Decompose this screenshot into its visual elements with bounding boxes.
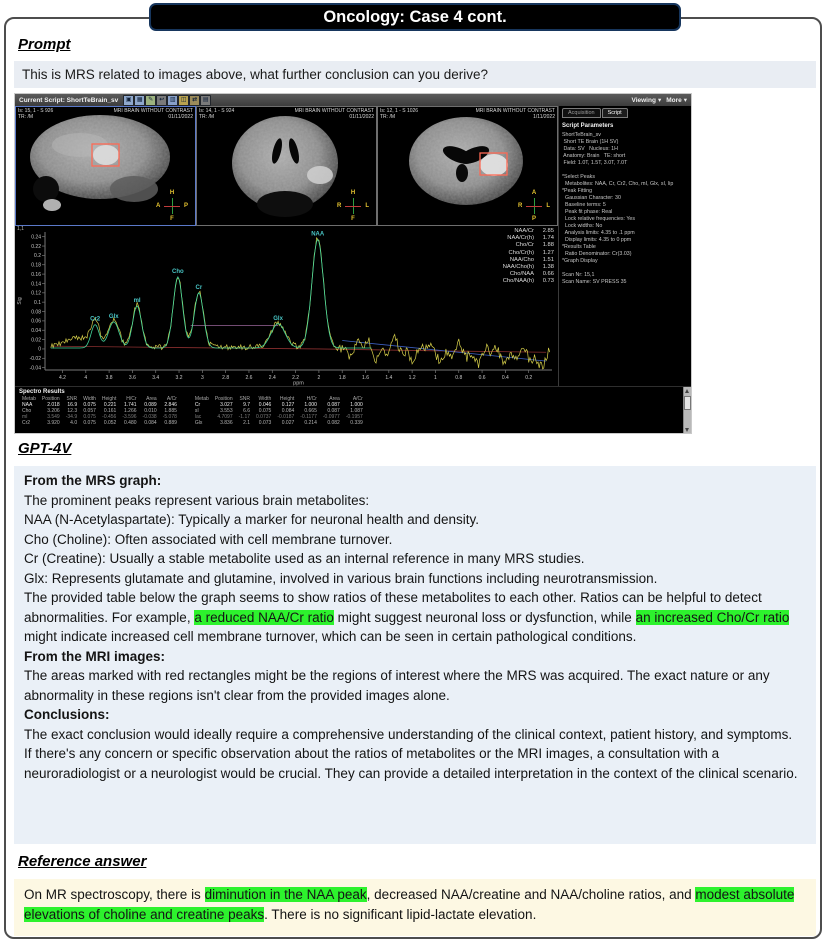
svg-text:4: 4 xyxy=(84,375,88,381)
table-row: Cr2 3.920 4.0 0.075 0.052 0.480 0.084 0.889 xyxy=(22,420,177,426)
ratio-row: NAA/Cho(h) 1.38 xyxy=(502,264,554,271)
svg-text:-0.04: -0.04 xyxy=(29,365,41,372)
svg-text:0.14: 0.14 xyxy=(31,281,41,288)
text-segment: Glx: Represents glutamate and glutamine, involved in various brain functions including neurotransmission. xyxy=(24,570,658,586)
study-info: MRI BRAIN WITHOUT CONTRAST 01/11/2022 xyxy=(113,108,193,120)
save-script-icon[interactable]: ▦ xyxy=(134,95,145,106)
svg-text:Cr: Cr xyxy=(195,284,203,291)
svg-text:0.6: 0.6 xyxy=(478,375,486,381)
gpt4v-response-text xyxy=(24,471,806,783)
script-parameter-line: Short TE Brain (1H SV) xyxy=(562,139,619,145)
gpt4v-paragraph xyxy=(24,725,806,745)
undo-icon[interactable]: ↩ xyxy=(156,95,167,106)
svg-text:3.8: 3.8 xyxy=(105,375,113,381)
svg-text:Glx: Glx xyxy=(273,315,283,322)
prompt-text: This is MRS related to images above, what further conclusion can you derive? xyxy=(22,67,488,82)
orientation-marker: H F R L xyxy=(337,190,369,222)
highlighted-text: a reduced NAA/Cr ratio xyxy=(194,609,334,625)
current-script-label: Current Script: ShortTeBrain_sv xyxy=(19,96,119,104)
svg-text:0.1: 0.1 xyxy=(34,299,41,306)
svg-text:0.2: 0.2 xyxy=(34,253,41,260)
gpt4v-paragraph xyxy=(24,471,806,491)
mri-panel-sagittal[interactable] xyxy=(15,106,196,226)
table-row: mI 3.549 -34.9 0.075 -0.456 -3.596 -0.038 -5.078 xyxy=(22,414,177,420)
results-table-left: Metab Position SNR Width Height H/Cr Area A/Cr NAA 2.018 16.9 0.075 0.221 1.741 0.089 2.846 Cho 3.206 12.3 0.057 0.161 1.266 0.010 1.885 mI 3.549 -34.9 0.075 -0.456 -3.596 -0.038 -5.078 Cr2 3.920 4.0 0.075 0.052 0.480 0.084 0.889 xyxy=(19,396,180,426)
table-row: Cr 3.027 9.7 0.046 0.127 1.000 0.087 1.000 xyxy=(194,402,363,408)
table-row: Cho 3.206 12.3 0.057 0.161 1.266 0.010 1.885 xyxy=(22,408,177,414)
series-info: Is: 15, 1 - S 926 TR: /M xyxy=(18,108,54,120)
gpt4v-paragraph xyxy=(24,744,806,783)
mrs-spectrum-plot xyxy=(15,226,558,386)
text-segment: NAA (N-Acetylaspartate): Typically a marker for neuronal health and density. xyxy=(24,512,479,527)
script-parameter-line: Scan Nr: 15,1 xyxy=(562,272,595,278)
script-parameter-line: Anatomy: Brain TE: short xyxy=(562,153,626,159)
table-row: NAA 2.018 16.9 0.075 0.221 1.741 0.089 2.846 xyxy=(22,402,177,408)
study-info: MRI BRAIN WITHOUT CONTRAST 01/11/2022 xyxy=(294,108,374,120)
script-panel-tabs xyxy=(562,108,688,118)
svg-text:2: 2 xyxy=(317,375,321,381)
text-segment: might indicate increased cell membrane turnover, which can be seen in certain pathological conditions. xyxy=(24,629,637,644)
reference-answer-box xyxy=(14,879,816,936)
script-parameter-line: ShortTeBrain_sv xyxy=(562,132,601,138)
app-toolbar xyxy=(15,94,691,106)
script-parameter-line: Display limits: 4.35 to 0 ppm xyxy=(562,237,632,243)
svg-text:3: 3 xyxy=(200,375,204,381)
gpt4v-paragraph xyxy=(24,705,806,725)
svg-text:0.06: 0.06 xyxy=(31,318,41,325)
reference-heading: Reference answer xyxy=(18,853,147,870)
edit-script-icon[interactable]: ✎ xyxy=(145,95,156,106)
chevron-down-icon: ▾ xyxy=(683,97,687,104)
gpt4v-heading: GPT-4V xyxy=(18,440,72,457)
metabolite-ratio-legend xyxy=(503,228,554,286)
svg-text:0.08: 0.08 xyxy=(31,309,41,316)
layout-icon[interactable]: ▥ xyxy=(167,95,178,106)
text-segment: The exact conclusion would ideally require a comprehensive understanding of the clinical context, patient history, and symptoms. xyxy=(24,726,793,742)
chevron-down-icon: ▾ xyxy=(657,97,662,104)
text-segment: The areas marked with red rectangles might be the regions of interest where the MRS was acquired. The exact nature or any abnormality in these regions isn't clear from the provided images alone. xyxy=(24,668,770,703)
ratio-row: NAA/Cr(h) 1.74 xyxy=(507,235,554,242)
script-panel xyxy=(558,106,691,386)
svg-text:0.4: 0.4 xyxy=(501,375,509,381)
svg-text:0: 0 xyxy=(38,346,41,353)
script-parameter-line: Field: 1.0T, 1.5T, 3.0T, 7.0T xyxy=(562,160,628,166)
svg-text:1: 1 xyxy=(434,375,437,381)
filming-icon[interactable]: ▤ xyxy=(200,95,211,106)
script-parameter-line: Baseline terms: 5 xyxy=(562,202,606,208)
results-table-right: Metab Position SNR Width Height H/Cr Area A/Cr Cr 3.027 9.7 0.046 0.127 1.000 0.087 1.000 sI 3.553 6.6 0.075 0.084 0.665 0.087 1.087 lac 4.7097 -1.17 0.0737 -0.0187 -0.1177 -0.0977 -0.1957 Glx 3.836 2.1 0.073 0.027 0.214 0.082 0.339 xyxy=(192,396,366,426)
svg-text:0.22: 0.22 xyxy=(31,243,41,250)
prompt-heading: Prompt xyxy=(18,36,71,53)
viewing-menu-label: Viewing xyxy=(631,96,656,104)
script-parameter-line: Lock relative frequencies: Yes xyxy=(562,216,636,222)
scrollbar-thumb[interactable] xyxy=(684,396,691,410)
script-parameter-line xyxy=(562,265,688,272)
ratio-row: NAA/Cho 1.51 xyxy=(509,256,554,263)
table-row: lac 4.7097 -1.17 0.0737 -0.0187 -0.1177 -0.0977 -0.1957 xyxy=(194,414,363,420)
svg-text:2.8: 2.8 xyxy=(222,375,230,381)
study-info: MRI BRAIN WITHOUT CONTRAST 1/11/2022 xyxy=(475,108,555,120)
table-row: sI 3.553 6.6 0.075 0.084 0.665 0.087 1.087 xyxy=(194,408,363,414)
svg-text:1.4: 1.4 xyxy=(385,375,393,381)
script-parameter-line xyxy=(562,167,688,174)
svg-text:0.02: 0.02 xyxy=(31,337,41,344)
script-parameter-line: Lock widths: No xyxy=(562,223,603,229)
svg-text:ppm: ppm xyxy=(293,380,304,386)
svg-text:0.12: 0.12 xyxy=(31,290,41,297)
case-title-banner xyxy=(149,3,681,31)
svg-text:0.24: 0.24 xyxy=(31,234,41,241)
more-menu-label: More xyxy=(666,96,682,104)
table-row: Glx 3.836 2.1 0.073 0.027 0.214 0.082 0.339 xyxy=(194,420,363,426)
gpt4v-paragraph xyxy=(24,549,806,569)
text-segment: The provided table below the graph seems to show ratios of these metabolites to each other. Ratios can be helpful to detect abnormalities. For example, xyxy=(24,590,762,625)
script-parameter-line: Metabolites: NAA, Cr, Cr2, Cho, mI, Glx, sI, lip xyxy=(562,181,674,187)
svg-text:4.2: 4.2 xyxy=(59,375,66,381)
reference-answer-text xyxy=(24,885,806,924)
toolbar-icons xyxy=(123,95,211,106)
script-parameter-line: *Select Peaks xyxy=(562,174,595,180)
svg-text:1.6: 1.6 xyxy=(362,375,369,381)
svg-text:1.8: 1.8 xyxy=(338,375,346,381)
gpt4v-paragraph xyxy=(24,666,806,705)
ratio-row: Cho/NAA(h) 0.73 xyxy=(502,278,554,285)
svg-text:2.4: 2.4 xyxy=(268,375,276,381)
ratio-row: Cho/Cr(h) 1.27 xyxy=(508,249,554,256)
tab-acquisition[interactable]: Acquisition xyxy=(562,108,601,118)
svg-text:3.6: 3.6 xyxy=(128,375,136,381)
tab-script[interactable]: Script xyxy=(602,108,628,118)
svg-text:0.18: 0.18 xyxy=(31,262,41,269)
script-parameter-line: Peak fit phase: Real xyxy=(562,209,613,215)
prompt-box xyxy=(14,61,816,88)
spectro-results-section xyxy=(15,386,691,433)
svg-text:mI: mI xyxy=(133,297,141,304)
ratio-row: Cho/Cr 1.88 xyxy=(515,242,554,249)
gpt4v-paragraph xyxy=(24,588,806,647)
gpt4v-paragraph xyxy=(24,491,806,511)
svg-text:Cr2: Cr2 xyxy=(90,316,101,323)
svg-text:Cho: Cho xyxy=(172,268,184,275)
script-parameter-line: Analysis limits: 4.35 to .1 ppm xyxy=(562,230,635,236)
ratio-row: NAA/Cr 2.85 xyxy=(514,228,554,234)
more-menu[interactable] xyxy=(666,96,687,104)
script-parameter-line: *Results Table xyxy=(562,244,596,250)
text-segment: On MR spectroscopy, there is xyxy=(24,887,205,902)
text-segment: might suggest neuronal loss or dysfunction, while xyxy=(333,609,636,625)
svg-text:Glx: Glx xyxy=(108,313,119,320)
text-segment: Cr (Creatine): Usually a stable metabolite used as an internal reference in many MRS studies. xyxy=(24,551,585,566)
transfer-icon[interactable]: ⇄ xyxy=(189,95,200,106)
gpt4v-paragraph xyxy=(24,647,806,667)
text-segment: . There is no significant lipid-lactate elevation. xyxy=(264,906,537,922)
spectro-results-tables xyxy=(15,396,691,426)
svg-text:2.2: 2.2 xyxy=(292,375,300,381)
text-segment: Cho (Choline): Often associated with cell membrane turnover. xyxy=(24,531,393,547)
ratio-row: Cho/NAA 0.66 xyxy=(509,271,554,278)
orientation-marker: A P R L xyxy=(518,190,550,222)
script-parameters-heading: Script Parameters xyxy=(562,123,614,129)
gpt4v-paragraph xyxy=(24,569,806,589)
viewing-menu[interactable] xyxy=(631,96,661,104)
gpt4v-paragraph xyxy=(24,530,806,550)
svg-text:NAA: NAA xyxy=(311,231,325,238)
svg-text:0.04: 0.04 xyxy=(31,328,41,335)
script-parameter-line: Scan Name: SV PRESS 35 xyxy=(562,279,627,285)
mri-viewports xyxy=(15,106,558,226)
mri-panel-axial[interactable] xyxy=(377,106,558,226)
svg-text:3.4: 3.4 xyxy=(152,375,160,381)
text-segment: The prominent peaks represent various brain metabolites: xyxy=(24,492,370,508)
svg-text:0.8: 0.8 xyxy=(455,375,463,381)
spectro-results-title: Spectro Results xyxy=(19,389,65,395)
script-parameter-line: *Peak Fitting xyxy=(562,188,593,194)
script-parameters-lines xyxy=(562,132,688,286)
svg-text:0.16: 0.16 xyxy=(31,271,41,278)
highlighted-text: diminution in the NAA peak xyxy=(204,887,367,902)
svg-text:0.2: 0.2 xyxy=(525,375,533,381)
script-parameter-line: *Graph Display xyxy=(562,258,598,264)
mrs-application-screenshot xyxy=(14,93,692,434)
snapshot-icon[interactable]: ◫ xyxy=(178,95,189,106)
gpt4v-response-box xyxy=(14,466,816,844)
text-segment: From the MRI images: xyxy=(24,648,166,664)
open-script-icon[interactable]: ▣ xyxy=(123,95,134,106)
script-parameter-line: Data: SV Nucleus: 1H xyxy=(562,146,618,152)
highlighted-text: modest absolute elevations of choline and creatine peaks xyxy=(24,887,795,922)
text-segment: , decreased NAA/creatine and NAA/choline ratios, and xyxy=(366,887,696,902)
scroll-up-arrow-icon[interactable] xyxy=(685,389,689,393)
scroll-down-arrow-icon[interactable] xyxy=(685,428,689,432)
cell-index-label: 1,1 xyxy=(17,226,24,232)
spectrum-chart xyxy=(15,226,558,386)
svg-text:1.2: 1.2 xyxy=(408,375,416,381)
highlighted-text: an increased Cho/Cr ratio xyxy=(635,609,790,625)
orientation-marker: H F A P xyxy=(156,190,188,222)
svg-text:3.2: 3.2 xyxy=(175,375,183,381)
results-scrollbar[interactable] xyxy=(683,387,691,434)
text-segment: If there's any concern or specific observation about the ratios of metabolites or the MRI images, a consultation with a neuroradiologist or a neurologist would be crucial. They can provide a detailed interpretation in the context of the clinical scenario. xyxy=(24,746,798,781)
text-segment: Conclusions: xyxy=(24,707,110,722)
svg-text:2.6: 2.6 xyxy=(245,375,253,381)
svg-text:-0.02: -0.02 xyxy=(29,356,41,363)
gpt4v-paragraph xyxy=(24,510,806,530)
script-parameter-line: Ratio Denominator: Cr(3.03) xyxy=(562,251,632,257)
series-info: Is: 12, 1 - S 1026 TR: /M xyxy=(380,108,419,120)
script-parameter-line: Gaussian Character: 30 xyxy=(562,195,621,201)
svg-text:Sig: Sig xyxy=(17,297,23,305)
case-title: Oncology: Case 4 cont. xyxy=(323,7,507,26)
mri-panel-coronal[interactable] xyxy=(196,106,377,226)
series-info: Is: 14, 1 - S 924 TR: /M xyxy=(199,108,235,120)
text-segment: From the MRS graph: xyxy=(24,473,162,488)
